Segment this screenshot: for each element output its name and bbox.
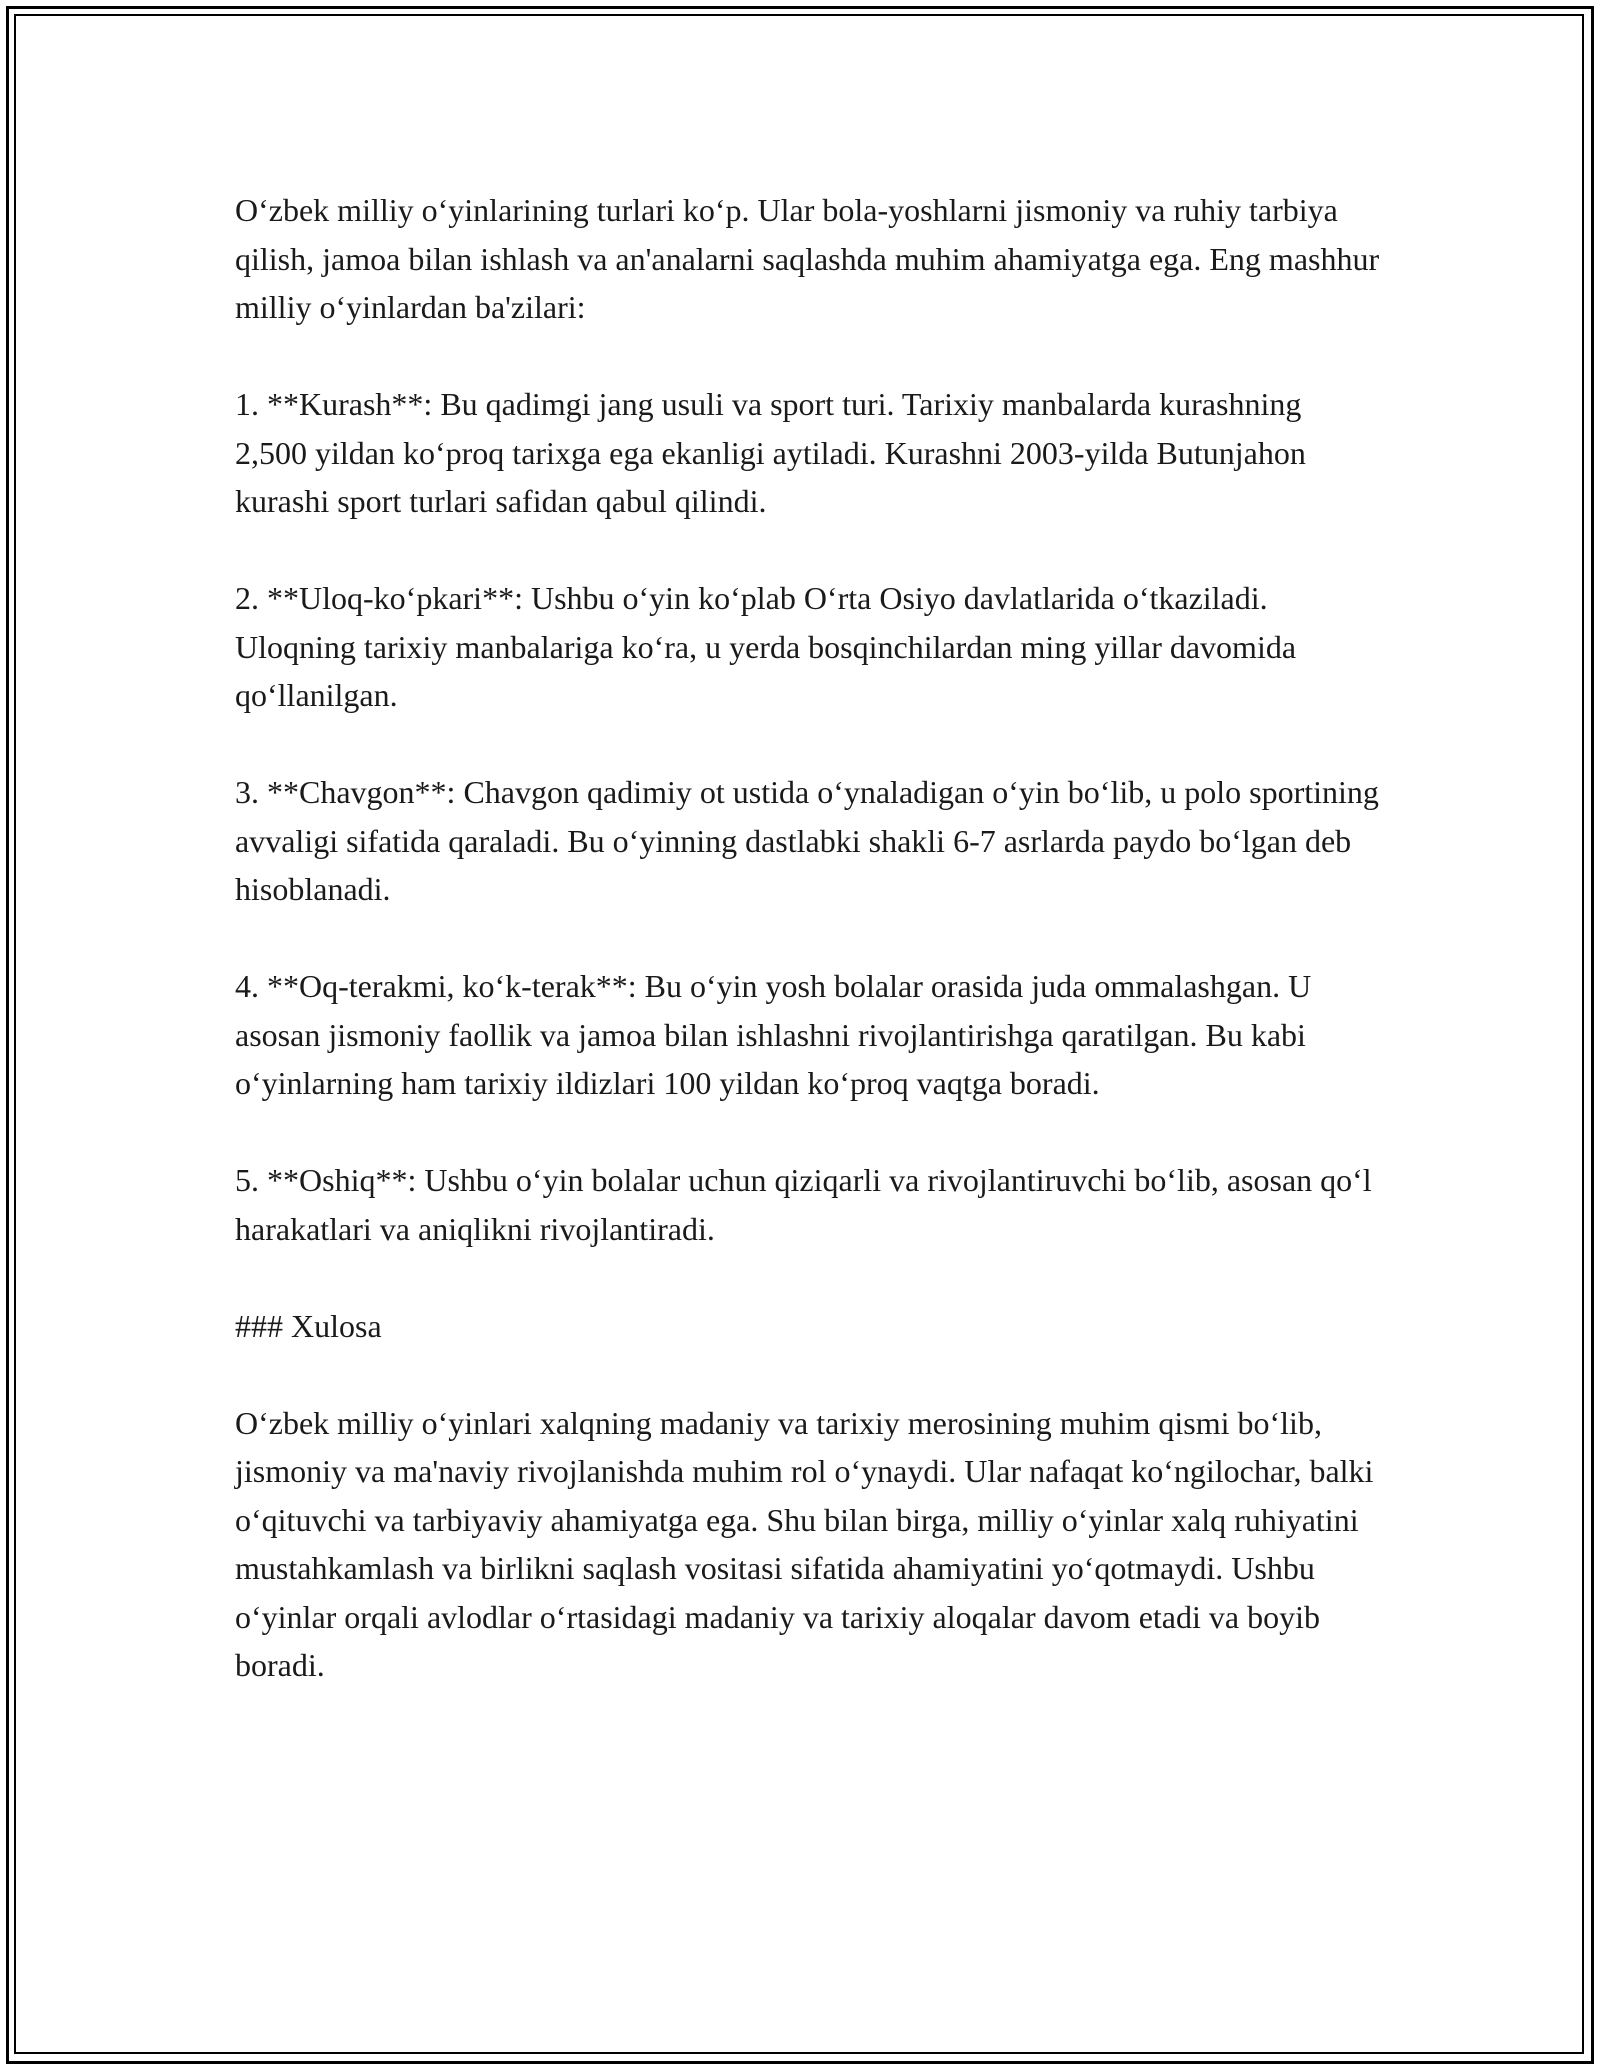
list-item-oshiq: 5. **Oshiq**: Ushbu oʻyin bolalar uchun qiziqarli va rivojlantiruvchi boʻlib, asosan qoʻl harakatlari va aniqlikni rivojlantiradi.: [235, 1162, 1372, 1247]
conclusion-paragraph: Oʻzbek milliy oʻyinlari xalqning madaniy va tarixiy merosining muhim qismi boʻlib, jismoniy va ma'naviy rivojlanishda muhim rol oʻynaydi. Ular nafaqat koʻngilochar, balki oʻqituvchi va tarbiyaviy ahamiyatga ega. Shu bilan birga, milliy oʻyinlar xalq ruhiyatini mustahkamlash va birlikni saqlash vositasi sifatida ahamiyatini yoʻqotmaydi. Ushbu oʻyinlar orqali avlodlar oʻrtasidagi madaniy va tarixiy aloqalar davom etadi va boyib boradi.: [235, 1404, 1374, 1683]
list-item-kurash: 1. **Kurash**: Bu qadimgi jang usuli va sport turi. Tarixiy manbalarda kurashning 2,500 yildan koʻproq tarixga ega ekanligi aytiladi. Kurashni 2003-yilda Butunjahon kurashi sport turlari safidan qabul qilindi.: [235, 386, 1306, 519]
intro-paragraph: Oʻzbek milliy oʻyinlarining turlari koʻp. Ular bola-yoshlarni jismoniy va ruhiy tarbiya qilish, jamoa bilan ishlash va an'analarni saqlashda muhim ahamiyatga ega. Eng mashhur milliy oʻyinlardan ba'zilari:: [235, 192, 1380, 325]
document-body: [235, 186, 1380, 1738]
list-item-uloq: 2. **Uloq-koʻpkari**: Ushbu oʻyin koʻplab Oʻrta Osiyo davlatlarida oʻtkaziladi. Uloqning tarixiy manbalariga koʻra, u yerda bosqinchilardan ming yillar davomida qoʻllanilgan.: [235, 580, 1297, 713]
list-item-oq-terakmi: 4. **Oq-terakmi, koʻk-terak**: Bu oʻyin yosh bolalar orasida juda ommalashgan. U asosan jismoniy faollik va jamoa bilan ishlashni rivojlantirishga qaratilgan. Bu kabi oʻyinlarning ham tarixiy ildizlari 100 yildan koʻproq vaqtga boradi.: [235, 968, 1312, 1101]
section-heading: ### Xulosa: [235, 1307, 382, 1344]
list-item-chavgon: 3. **Chavgon**: Chavgon qadimiy ot ustida oʻynaladigan oʻyin boʻlib, u polo sportining avvaligi sifatida qaraladi. Bu oʻyinning dastlabki shakli 6-7 asrlarda paydo boʻlgan deb hisoblanadi.: [235, 774, 1379, 907]
